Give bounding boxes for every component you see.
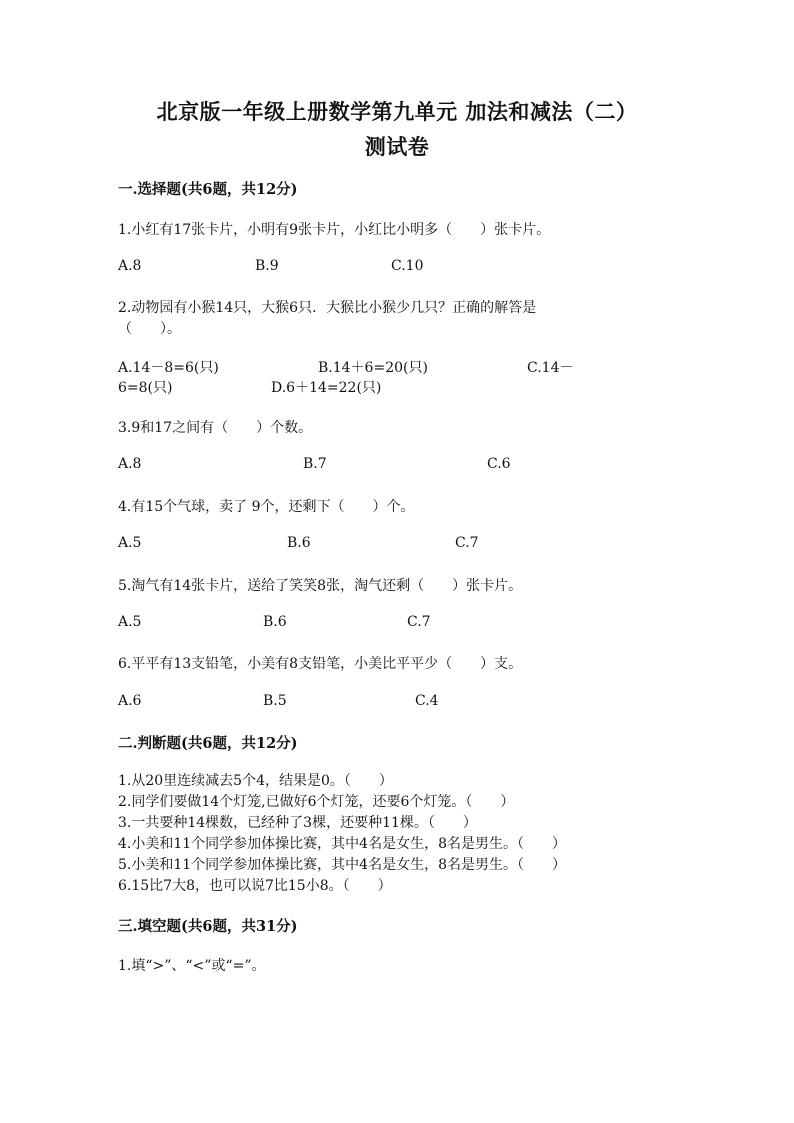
question-3: 3.9和17之间有（ ）个数。 [118,420,313,436]
question-5: 5.淘气有14张卡片，送给了笑笑8张，淘气还剩（ ）张卡片。 [118,578,523,594]
judgement-item: 3.一共要种14棵数，已经种了3棵，还要种11棵。（ ） [118,815,477,831]
option-c: C.7 [455,535,479,551]
option-b: B.6 [287,535,311,551]
option-c: C.4 [415,693,439,709]
option-a: A.8 [118,456,142,472]
option-c: C.10 [391,258,424,274]
judgement-item: 6.15比7大8，也可以说7比15小8。（ ） [118,878,392,894]
option-b: B.9 [255,258,279,274]
question-1: 1.小红有17张卡片，小明有9张卡片，小红比小明多（ ）张卡片。 [118,222,551,238]
option-a: A.6 [118,693,142,709]
option-d: D.6＋14=22(只) [271,380,382,396]
option-c-continued: 6=8(只) [118,380,173,396]
option-c: C.7 [407,614,431,630]
option-c: C.14－ [527,360,574,376]
page-subtitle: 测试卷 [364,134,430,159]
question-6: 6.平平有13支铅笔，小美有8支铅笔，小美比平平少（ ）支。 [118,656,523,672]
judgement-item: 1.从20里连续减去5个4，结果是0。（ ） [118,773,393,789]
question-4: 4.有15个气球，卖了 9个，还剩下（ ）个。 [118,499,415,515]
option-b: B.7 [303,456,327,472]
option-b: B.14＋6=20(只) [318,360,428,376]
judgement-item: 2.同学们要做14个灯笼,已做好6个灯笼，还要6个灯笼。（ ） [118,794,515,810]
judgement-item: 4.小美和11个同学参加体操比赛，其中4名是女生，8名是男生。（ ） [118,836,566,852]
option-c: C.6 [487,456,511,472]
section-heading-judgement: 二.判断题(共6题，共12分) [118,735,298,752]
option-a: A.5 [118,535,142,551]
option-b: B.6 [263,614,287,630]
option-a: A.8 [118,258,142,274]
question-2-line2: （ ）。 [118,321,181,337]
page-title: 北京版一年级上册数学第九单元 加法和减法（二） [156,99,638,124]
judgement-item: 5.小美和11个同学参加体操比赛，其中4名是女生，8名是男生。（ ） [118,857,566,873]
fill-in-question-1: 1.填“>”、“<”或“=”。 [118,958,266,974]
option-a: A.5 [118,614,142,630]
question-2-line1: 2.动物园有小猴14只，大猴6只．大猴比小猴少几只？正确的解答是 [118,300,537,316]
section-heading-fill-in: 三.填空题(共6题，共31分) [118,918,298,935]
option-a: A.14－8=6(只) [118,360,219,376]
option-b: B.5 [263,693,287,709]
section-heading-choice: 一.选择题(共6题，共12分) [118,181,298,198]
